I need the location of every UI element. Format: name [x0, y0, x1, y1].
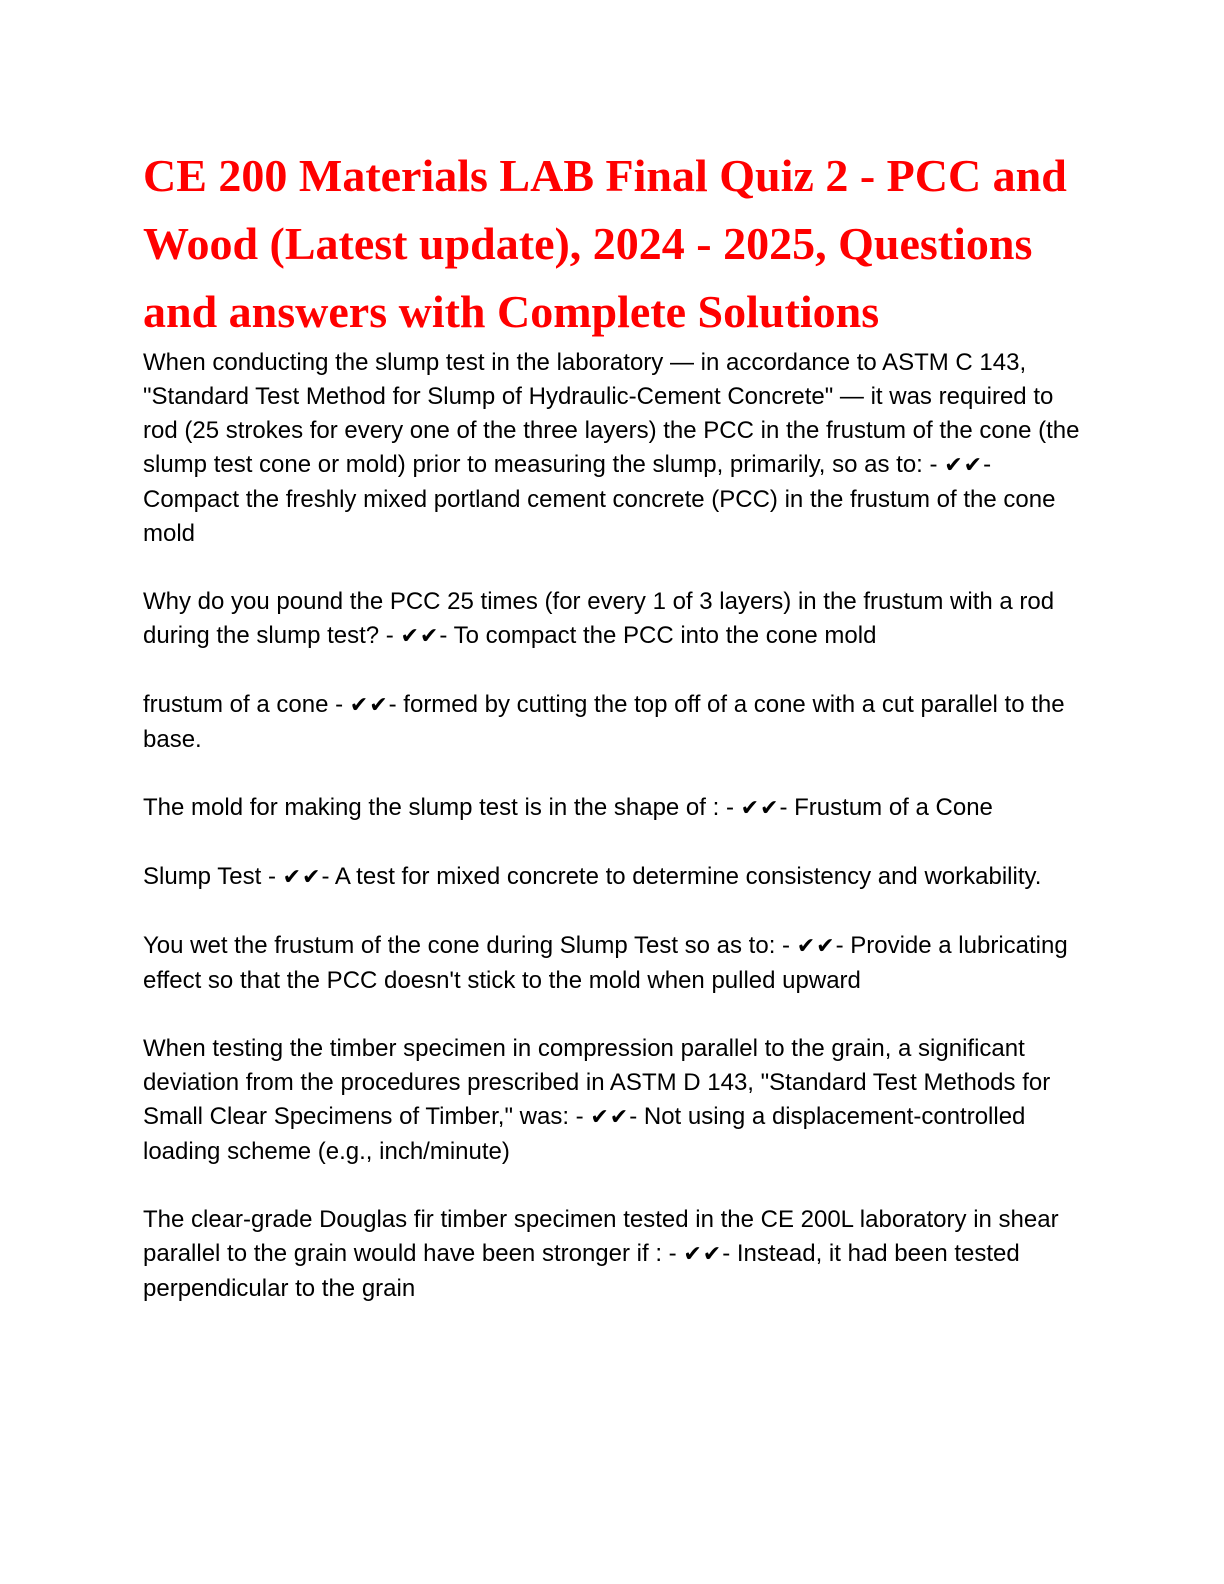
check-mark-icon: ✔✔ — [944, 453, 984, 478]
question-text: The mold for making the slump test is in the shape of : - — [143, 794, 741, 821]
answer-text: - Not using a displacement-controlled loading scheme (e.g., inch/minute) — [143, 1103, 1026, 1165]
qa-item — [143, 346, 1083, 551]
qa-item — [143, 585, 1083, 654]
answer-text: - formed by cutting the top off of a cone with a cut parallel to the base. — [143, 691, 1065, 753]
answer-text: - A test for mixed concrete to determine consistency and workability. — [321, 863, 1042, 890]
qa-list — [143, 346, 1083, 1306]
qa-item — [143, 1203, 1083, 1306]
question-text: When conducting the slump test in the laboratory — in accordance to ASTM C 143, "Standard Test Method for Slump of Hydraulic-Cement Concrete" — it was required to rod (25 strokes for every one of the three layers) the PCC in the frustum of the cone (the slump test cone or mold) prior to measuring the slump, primarily, so as to: - — [143, 349, 1080, 478]
qa-item — [143, 791, 1083, 826]
question-text: You wet the frustum of the cone during Slump Test so as to: - — [143, 932, 797, 959]
answer-text: - Instead, it had been tested perpendicular to the grain — [143, 1240, 1020, 1302]
check-mark-icon: ✔✔ — [349, 693, 389, 718]
question-text: Why do you pound the PCC 25 times (for every 1 of 3 layers) in the frustum with a rod during the slump test? - — [143, 588, 1055, 649]
question-text: The clear-grade Douglas fir timber specimen tested in the CE 200L laboratory in shear parallel to the grain would have been stronger if : - — [143, 1206, 1059, 1267]
answer-text: - Frustum of a Cone — [779, 794, 993, 821]
answer-text: - Provide a lubricating effect so that the PCC doesn't stick to the mold when pulled upward — [143, 932, 1068, 994]
qa-item — [143, 688, 1083, 757]
question-text: frustum of a cone - — [143, 691, 350, 718]
document-content — [143, 142, 1083, 1340]
check-mark-icon: ✔✔ — [796, 934, 836, 959]
check-mark-icon: ✔✔ — [683, 1242, 723, 1267]
check-mark-icon: ✔✔ — [740, 796, 780, 821]
answer-text: - Compact the freshly mixed portland cement concrete (PCC) in the frustum of the cone mold — [143, 451, 1056, 547]
qa-item — [143, 860, 1083, 895]
document-title: CE 200 Materials LAB Final Quiz 2 - PCC and Wood (Latest update), 2024 - 2025, Questions and answers with Complete Solutions — [143, 150, 1067, 337]
question-text: When testing the timber specimen in compression parallel to the grain, a significant deviation from the procedures prescribed in ASTM D 143, "Standard Test Methods for Small Clear Specimens of Timber," was: - — [143, 1035, 1051, 1130]
check-mark-icon: ✔✔ — [282, 865, 322, 890]
qa-item — [143, 1032, 1083, 1169]
qa-item — [143, 929, 1083, 998]
check-mark-icon: ✔✔ — [590, 1105, 630, 1130]
check-mark-icon: ✔✔ — [400, 624, 440, 649]
question-text: Slump Test - — [143, 863, 283, 890]
answer-text: - To compact the PCC into the cone mold — [439, 622, 877, 649]
